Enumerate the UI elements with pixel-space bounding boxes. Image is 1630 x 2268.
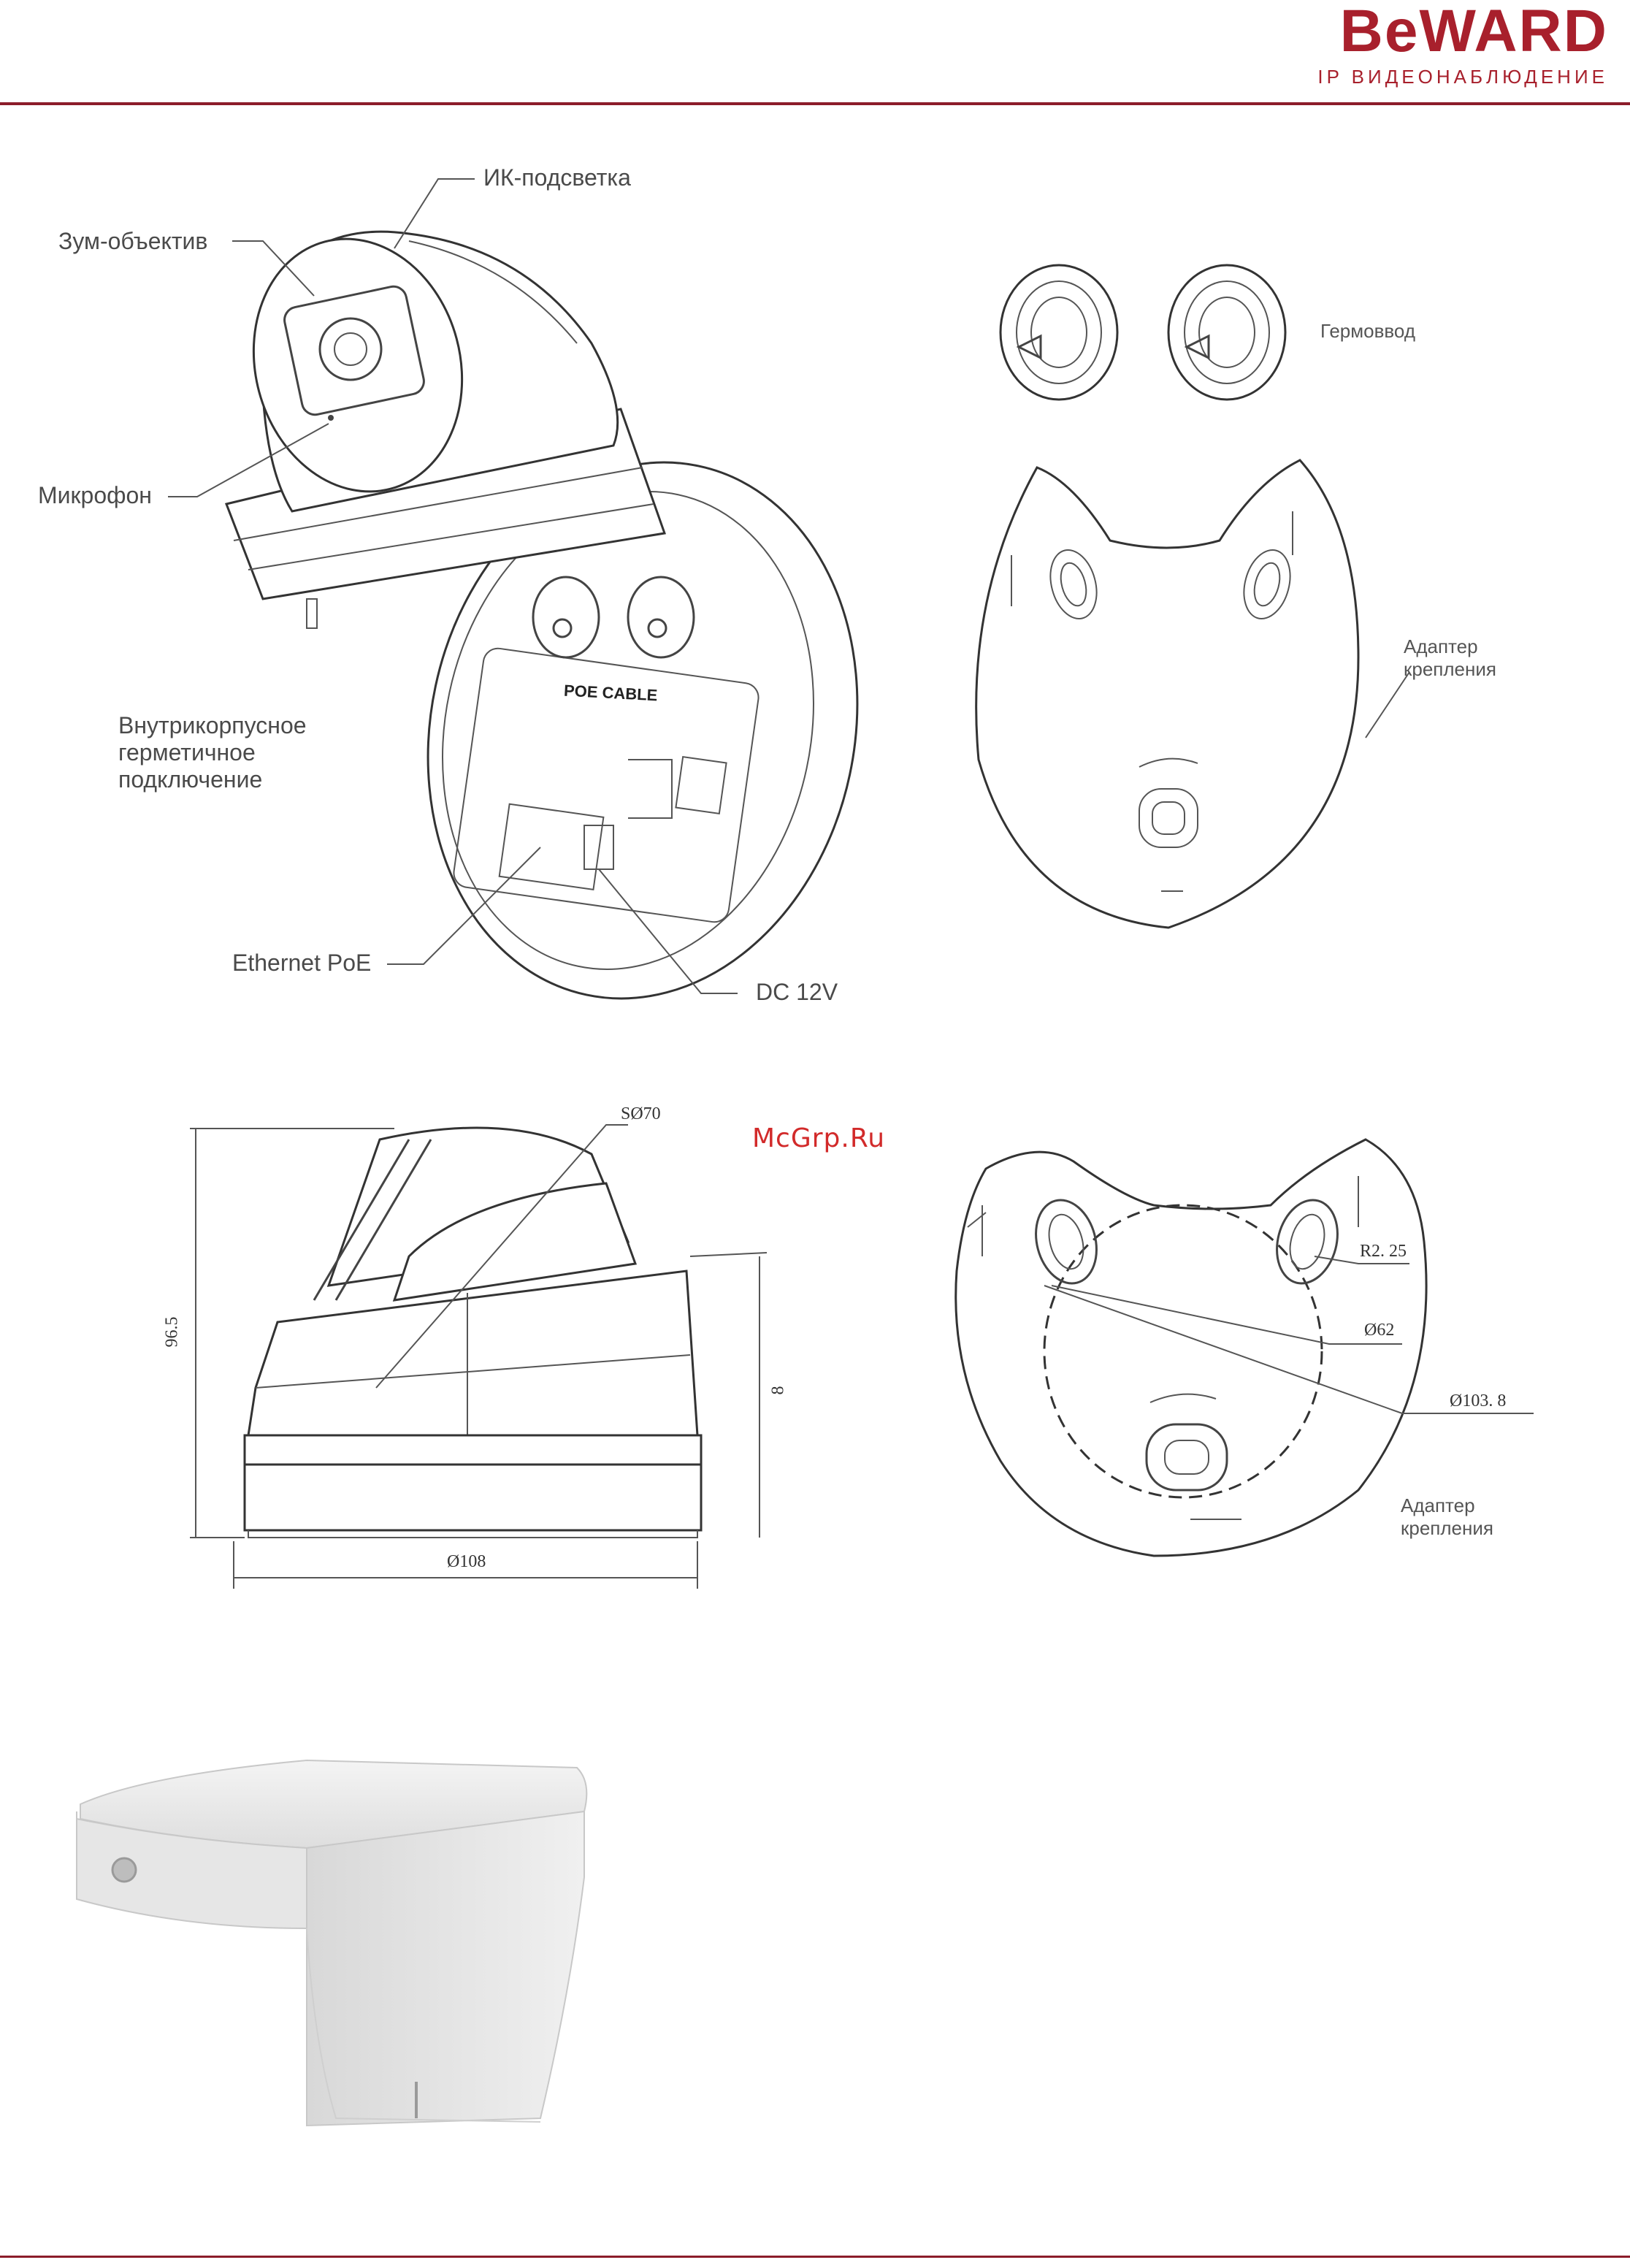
sphere-diameter-dim: SØ70	[621, 1104, 661, 1123]
ir-illumination-label: ИК-подсветка	[483, 164, 631, 191]
internal-connection-line3: подключение	[118, 765, 263, 793]
brand-tagline: IP ВИДЕОНАБЛЮДЕНИЕ	[1317, 66, 1608, 88]
adapter-dim-line1: Адаптер	[1401, 1494, 1475, 1516]
mounting-adapter-line2: крепления	[1404, 658, 1496, 681]
diameter-103-dim: Ø103. 8	[1450, 1391, 1507, 1410]
ethernet-poe-label: Ethernet PoE	[232, 950, 372, 976]
microphone-label: Микрофон	[38, 482, 152, 508]
internal-connection-line1: Внутрикорпусное	[118, 712, 307, 738]
brand-name: BeWARD	[1339, 0, 1608, 64]
watermark: McGrp.Ru	[752, 1123, 886, 1153]
adapter-dim-line2: крепления	[1401, 1517, 1493, 1540]
diameter-62-dim: Ø62	[1364, 1321, 1395, 1340]
base-height-dim: 8	[768, 1386, 788, 1395]
cable-gland-label: Гермоввод	[1320, 320, 1415, 342]
radius-dim: R2. 25	[1360, 1242, 1407, 1261]
zoom-lens-label: Зум-объектив	[58, 228, 208, 254]
base-diameter-dim: Ø108	[447, 1552, 486, 1571]
mounting-adapter-line1: Адаптер	[1404, 635, 1478, 657]
height-dim: 96.5	[162, 1316, 182, 1348]
dc-12v-label: DC 12V	[756, 979, 838, 1005]
footer-rule	[0, 2256, 1630, 2258]
poe-cable-label: POE CABLE	[563, 681, 658, 705]
internal-connection-line2: герметичное	[118, 738, 256, 765]
